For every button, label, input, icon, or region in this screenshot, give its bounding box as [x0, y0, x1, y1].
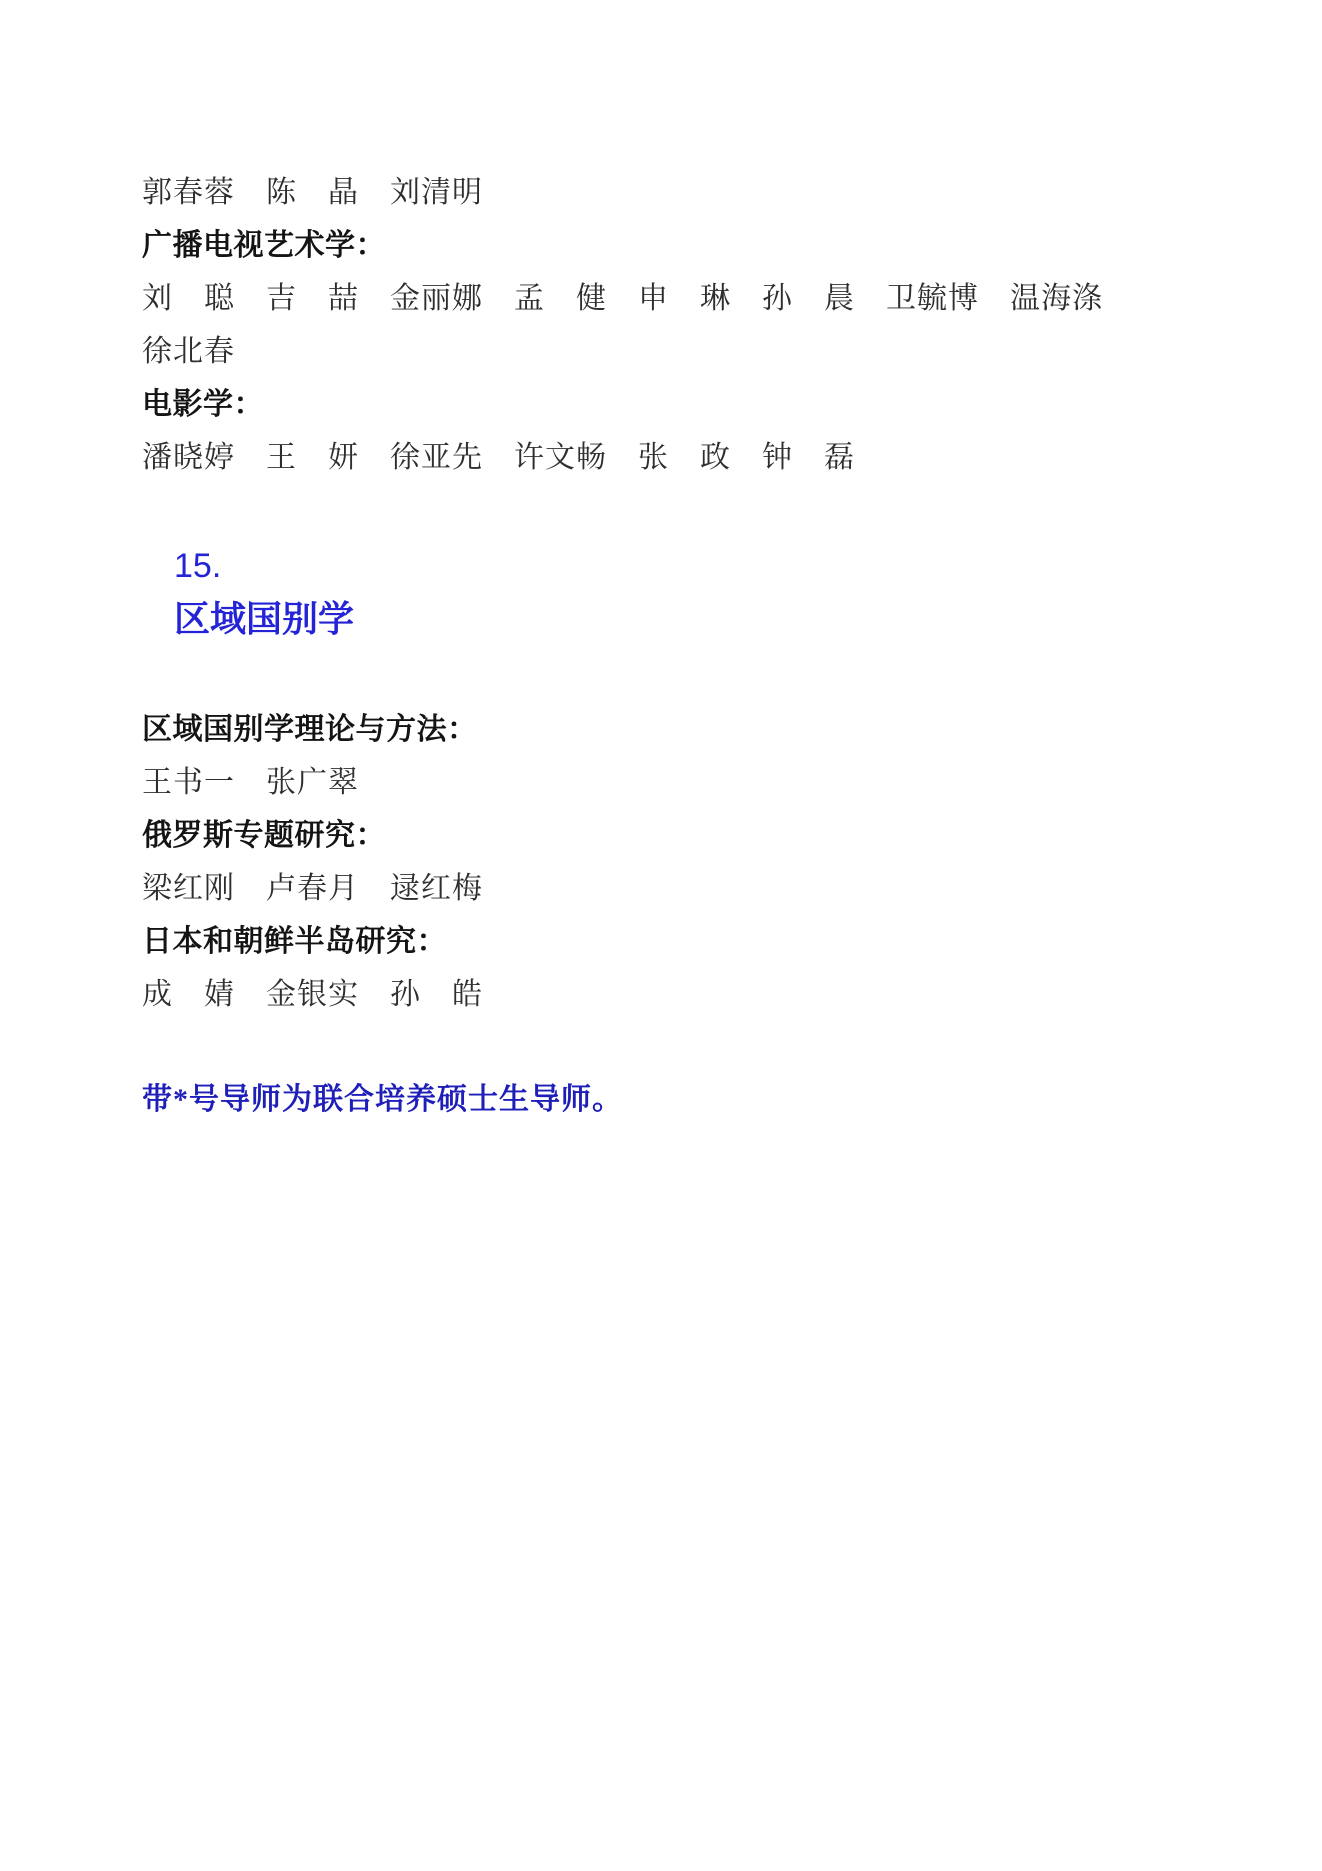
supervisor-names-line: 潘晓婷 王 妍 徐亚先 许文畅 张 政 钟 磊 — [142, 441, 855, 474]
supervisor-names-line-wrap: 徐北春 — [142, 335, 235, 368]
subdiscipline-label-russia-studies: 俄罗斯专题研究： — [142, 819, 386, 852]
section-number: 15. — [174, 547, 222, 585]
section-heading-area-studies — [120, 486, 1202, 699]
supervisor-names-line: 成 婧 金银实 孙 皓 — [142, 978, 483, 1011]
subdiscipline-label-japan-korea-studies: 日本和朝鲜半岛研究： — [142, 925, 447, 958]
subdiscipline-label-broadcast-tv-art: 广播电视艺术学： — [142, 229, 386, 262]
document-content — [142, 166, 1202, 1126]
section-title: 区域国别学 — [174, 599, 355, 639]
supervisor-names-line: 王书一 张广翠 — [142, 766, 359, 799]
subdiscipline-label-area-studies-theory: 区域国别学理论与方法： — [142, 713, 478, 746]
supervisor-names-line: 刘 聪 吉 喆 金丽娜 孟 健 申 琳 孙 晨 卫毓博 温海涤 — [142, 282, 1103, 315]
supervisor-names-line: 梁红刚 卢春月 逯红梅 — [142, 872, 483, 905]
supervisor-names-line: 郭春蓉 陈 晶 刘清明 — [142, 176, 483, 209]
subdiscipline-label-film-studies: 电影学： — [142, 388, 264, 421]
joint-training-footnote: 带*号导师为联合培养硕士生导师。 — [142, 1083, 623, 1116]
